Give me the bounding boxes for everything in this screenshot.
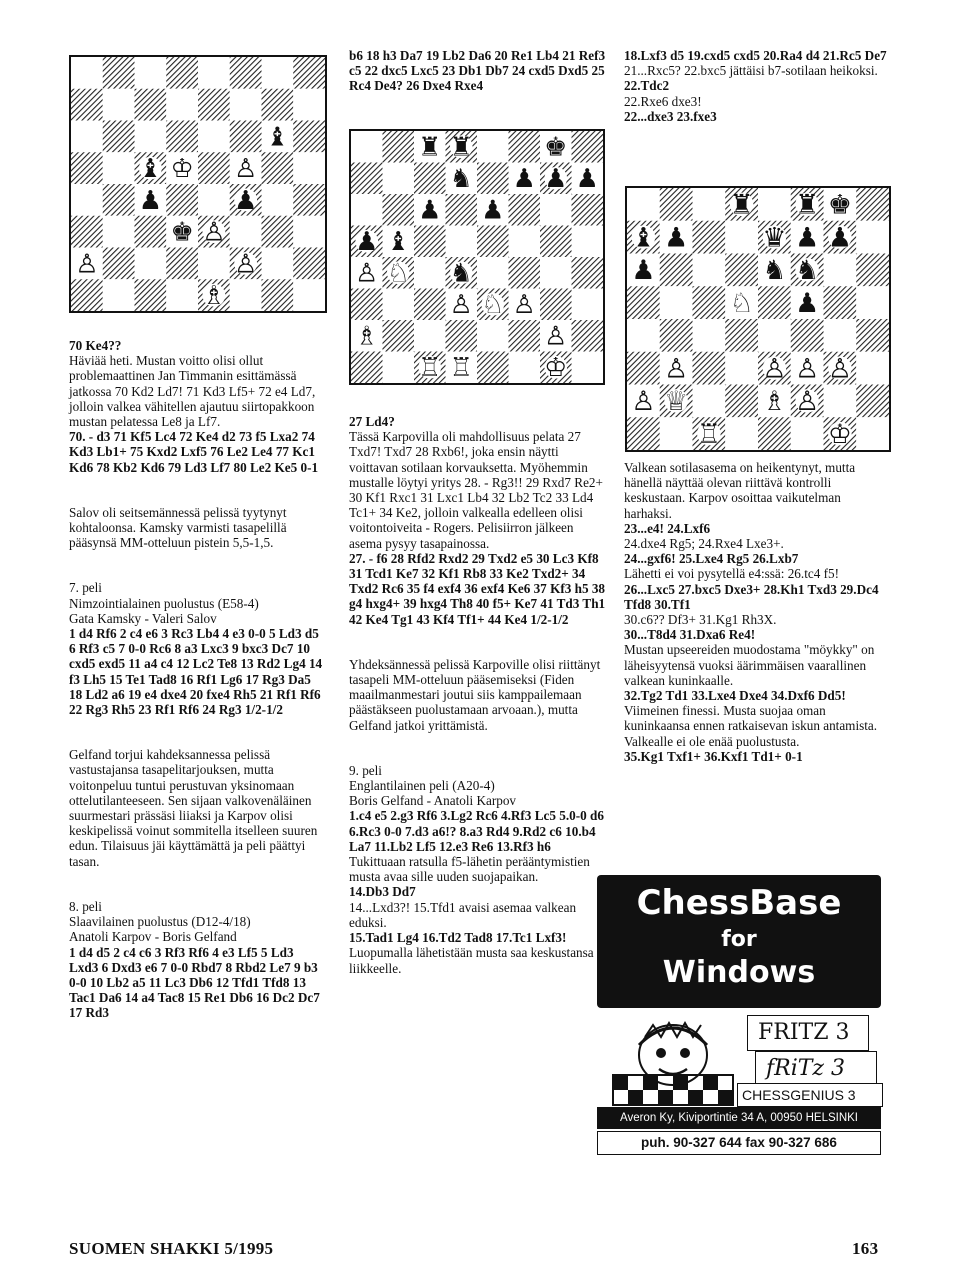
- dark-square: [509, 194, 541, 226]
- white-knight-icon: ♘: [729, 287, 754, 319]
- dark-square: [660, 188, 693, 221]
- dark-square: [572, 194, 604, 226]
- light-square: [198, 248, 230, 280]
- black-bishop-icon: ♝: [386, 227, 410, 258]
- light-square: [509, 226, 541, 258]
- product-card-1: [747, 1015, 869, 1051]
- light-square: [572, 226, 604, 258]
- dark-square: [262, 279, 294, 311]
- white-rook-icon: ♖: [418, 353, 442, 383]
- dark-square: [693, 286, 726, 319]
- white-bishop-icon: ♗: [355, 321, 379, 352]
- light-square: [293, 152, 325, 184]
- board2-svg: [351, 131, 603, 383]
- annotation: 14...Lxd3?! 15.Tfd1 avaisi asemaa valkean eduksi.: [349, 899, 577, 930]
- dark-square: [351, 163, 383, 195]
- ad-product: CHESSGENIUS 3: [742, 1087, 856, 1103]
- dark-square: [627, 286, 660, 319]
- move-text: 35.Kg1 Txf1+ 36.Kxf1 Td1+ 0-1: [624, 748, 803, 764]
- black-bishop-icon: ♝: [138, 154, 163, 185]
- dark-square: [572, 257, 604, 289]
- dark-square: [293, 184, 325, 216]
- white-rook-icon: ♖: [449, 353, 473, 383]
- chess-diagram-1: [69, 55, 327, 313]
- light-square: [103, 89, 135, 121]
- ad-product: fRiTz 3: [766, 1056, 845, 1081]
- dark-square: [791, 319, 824, 352]
- black-knight-icon: ♞: [795, 255, 820, 287]
- annotation: Viimeinen finessi. Musta suojaa oman kuninkaansa ennen ratkaisevan iskun antamista. Valkealle ei ole enää puolustusta.: [624, 703, 878, 749]
- board3-svg: [627, 188, 889, 450]
- light-square: [540, 194, 572, 226]
- chess-diagram-2: [349, 129, 605, 385]
- dark-square: [293, 57, 325, 89]
- dark-square: [824, 286, 857, 319]
- product-card-3: [737, 1083, 883, 1107]
- opening-name: Englantilainen peli (A20-4): [349, 778, 495, 794]
- dark-square: [627, 417, 660, 450]
- white-pawn-icon: ♙: [827, 353, 852, 385]
- white-bishop-icon: ♗: [202, 281, 226, 311]
- dark-square: [198, 152, 230, 184]
- dark-square: [71, 89, 103, 121]
- black-pawn-icon: ♟: [138, 185, 163, 216]
- dark-square: [71, 216, 103, 248]
- move-text: 15.Tad1 Lg4 16.Td2 Tad8 17.Tc1 Lxf3!: [349, 930, 567, 946]
- dark-square: [135, 279, 167, 311]
- move-text: 32.Tg2 Td1 33.Lxe4 Dxe4 34.Dxf6 Dd5!: [624, 688, 846, 704]
- move-text: 24...gxf6! 25.Lxe4 Rg5 26.Lxb7: [624, 551, 799, 567]
- black-pawn-icon: ♟: [664, 222, 689, 254]
- annotation: Luopumalla lähetistään musta saa keskustansa liikkeelle.: [349, 945, 594, 976]
- dark-square: [446, 320, 478, 352]
- chessbase-advertisement: [597, 875, 881, 1155]
- light-square: [198, 184, 230, 216]
- white-pawn-icon: ♙: [664, 353, 689, 385]
- black-bishop-icon: ♝: [631, 222, 656, 254]
- black-pawn-icon: ♟: [827, 222, 852, 254]
- game-moves: 1 d4 d5 2 c4 c6 3 Rf3 Rf6 4 e3 Lf5 5 Ld3 Lxd3 6 Dxd3 e6 7 0-0 Rbd7 8 Rbd2 Le7 9 b3 0-0 10 Lb2 a5 11 Lc3 Db6 12 Tfd1 Tfd8 13 Tac1 Da6 14 a4 Tac8 15 Re1 Db6 16 Dc2 Dc7 17 Rd3: [69, 944, 320, 1021]
- light-square: [572, 289, 604, 321]
- white-pawn-icon: ♙: [795, 386, 820, 418]
- light-square: [414, 320, 446, 352]
- light-square: [627, 319, 660, 352]
- dark-square: [262, 89, 294, 121]
- white-king-icon: ♔: [544, 353, 568, 383]
- annotation: 30.c6?? Df3+ 31.Kg1 Rh3X.: [624, 612, 777, 628]
- dark-square: [293, 248, 325, 280]
- annotation: Häviää heti. Mustan voitto olisi ollut problemaattinen Jan Timmanin esittämässä jatkossa 70 Kd2 Ld7! 71 Kd3 Lf5+ 72 e4 Ld7, jolloin valkea vähitellen ajautuu siirtopakkoon mustan pelatessa Le8 ja Lf7.: [69, 353, 316, 430]
- black-king-icon: ♚: [827, 189, 852, 221]
- white-pawn-icon: ♙: [795, 353, 820, 385]
- product-card-2: [755, 1051, 877, 1087]
- opening-name: Nimzointialainen puolustus (E58-4): [69, 595, 259, 611]
- dark-square: [414, 226, 446, 258]
- light-square: [262, 184, 294, 216]
- dark-square: [198, 89, 230, 121]
- light-square: [477, 257, 509, 289]
- light-square: [383, 352, 415, 384]
- players: Gata Kamsky - Valeri Salov: [69, 610, 217, 626]
- dark-square: [71, 152, 103, 184]
- light-square: [262, 57, 294, 89]
- dark-square: [660, 254, 693, 287]
- light-square: [351, 194, 383, 226]
- black-pawn-icon: ♟: [512, 164, 536, 195]
- white-pawn-icon: ♙: [355, 258, 379, 289]
- white-pawn-icon: ♙: [631, 386, 656, 418]
- dark-square: [293, 121, 325, 153]
- report-paragraph: Yhdeksännessä pelissä Karpoville olisi riittänyt tasapeli MM-otteluun pääsemiseksi (Fiden maailmanmestari joutui siis kamppailemaan päästäkseen puolustamaan arvoaan.), mutta Gelfand jatkoi yrittämistä.: [349, 656, 601, 733]
- ad-address: Averon Ky, Kiviportintie 34 A, 00950 HELSINKI: [597, 1107, 881, 1129]
- white-pawn-icon: ♙: [449, 290, 473, 321]
- light-square: [262, 248, 294, 280]
- dark-square: [446, 194, 478, 226]
- light-square: [824, 385, 857, 418]
- ad-brand: ChessBase: [636, 883, 842, 923]
- black-rook-icon: ♜: [418, 132, 442, 163]
- light-square: [198, 57, 230, 89]
- board1-svg: [71, 57, 325, 311]
- light-square: [791, 417, 824, 450]
- dark-square: [262, 152, 294, 184]
- light-square: [758, 319, 791, 352]
- dark-square: [856, 254, 889, 287]
- black-pawn-icon: ♟: [481, 195, 505, 226]
- dark-square: [262, 216, 294, 248]
- light-square: [660, 417, 693, 450]
- page-number: 163: [852, 1239, 879, 1258]
- light-square: [293, 279, 325, 311]
- dark-square: [135, 216, 167, 248]
- white-rook-icon: ♖: [696, 418, 721, 450]
- black-knight-icon: ♞: [762, 255, 787, 287]
- dark-square: [166, 248, 198, 280]
- move-text: 30...T8d4 31.Dxa6 Re4!: [624, 627, 756, 643]
- dark-square: [166, 184, 198, 216]
- dark-square: [660, 319, 693, 352]
- black-pawn-icon: ♟: [355, 227, 379, 258]
- dark-square: [383, 194, 415, 226]
- game-heading: 8. peli: [69, 898, 102, 914]
- game-heading: 9. peli: [349, 762, 382, 778]
- dark-square: [414, 163, 446, 195]
- dark-square: [477, 352, 509, 384]
- black-rook-icon: ♜: [795, 189, 820, 221]
- black-knight-icon: ♞: [449, 164, 473, 195]
- ad-phone: puh. 90-327 644 fax 90-327 686: [597, 1131, 881, 1155]
- black-pawn-icon: ♟: [233, 185, 258, 216]
- move-text: 22...dxe3 23.fxe3: [624, 108, 717, 124]
- white-pawn-icon: ♙: [233, 154, 258, 185]
- game-moves: 27. - f6 28 Rfd2 Rxd2 29 Txd2 e5 30 Lc3 Kf8 31 Tcd1 Ke7 32 Kf1 Rb8 33 Ke2 Txd2+ 34 Txd2 Rc6 35 f4 exf4 36 exf4 Ke6 37 Kf3 h5 38 g4 hxg4+ 39 hxg4 Th8 40 f5+ Ke7 41 Td3 Th1 42 Ke4 Tg1 43 Kf4 Tf1+ 44 Ke4 1/2-1/2: [349, 550, 606, 627]
- light-square: [824, 254, 857, 287]
- white-knight-icon: ♘: [481, 290, 505, 321]
- light-square: [693, 319, 726, 352]
- move-text: 22.Tdc2: [624, 78, 670, 94]
- dark-square: [572, 320, 604, 352]
- dark-square: [572, 131, 604, 163]
- game-heading: 7. peli: [69, 580, 102, 596]
- light-square: [477, 131, 509, 163]
- dark-square: [414, 289, 446, 321]
- dark-square: [540, 289, 572, 321]
- annotation: Tukittuaan ratsulla f5-lähetin perääntymistien musta avaa sille uuden suojapaikan.: [349, 854, 590, 885]
- dark-square: [230, 57, 262, 89]
- magazine-title: SUOMEN SHAKKI 5/1995: [69, 1239, 274, 1258]
- ad-for: for: [721, 927, 757, 952]
- annotation: Tässä Karpovilla oli mahdollisuus pelata 27 Txd7! Txd7 28 Rxb6!, joka ensin näytti voittavan sotilaan korvauksetta. Myöhemmin mustalle löytyi yritys 28. - Rg3!! 29 Rxd7 Re2+ 30 Kf1 Rxc1 31 Lxc1 Lb4 32 Lb2 Tc2 33 Ld4 Tc1+ 34 Ke2, jolloin valkealla edelleen olisi voitontoiveita - Rogers. Pelisiirron jälkeen asema pysyy tasapainossa.: [349, 429, 603, 551]
- light-square: [509, 352, 541, 384]
- light-square: [660, 286, 693, 319]
- white-pawn-icon: ♙: [544, 321, 568, 352]
- light-square: [230, 279, 262, 311]
- annotation: Mustan upseereiden muodostama "möykky" on läheisyytensä vuoksi äärimmäisen vaarallinen valkean kuninkaalle.: [624, 642, 875, 688]
- light-square: [135, 248, 167, 280]
- light-square: [693, 254, 726, 287]
- white-king-icon: ♔: [827, 418, 852, 450]
- black-king-icon: ♚: [544, 132, 568, 163]
- light-square: [572, 352, 604, 384]
- light-square: [103, 279, 135, 311]
- light-square: [856, 352, 889, 385]
- dark-square: [856, 188, 889, 221]
- black-knight-icon: ♞: [449, 258, 473, 289]
- light-square: [477, 320, 509, 352]
- white-pawn-icon: ♙: [233, 249, 258, 280]
- light-square: [414, 257, 446, 289]
- black-pawn-icon: ♟: [418, 195, 442, 226]
- game-moves: b6 18 h3 Da7 19 Lb2 Da6 20 Re1 Lb4 21 Ref3 c5 22 dxc5 Lxc5 23 Db1 Db7 24 cxd5 Dxd5 25 Rc4 De4? 26 Dxe4 Rxe4: [349, 48, 606, 94]
- white-knight-icon: ♘: [386, 258, 410, 289]
- dark-square: [725, 319, 758, 352]
- dark-square: [725, 254, 758, 287]
- black-bishop-icon: ♝: [265, 122, 290, 153]
- light-square: [383, 289, 415, 321]
- light-square: [856, 286, 889, 319]
- light-square: [230, 216, 262, 248]
- dark-square: [351, 289, 383, 321]
- ad-banner: [597, 875, 881, 1008]
- black-pawn-icon: ♟: [544, 164, 568, 195]
- light-square: [230, 89, 262, 121]
- move-text: 70 Ke4??: [69, 338, 122, 353]
- ad-windows: Windows: [662, 955, 816, 990]
- black-king-icon: ♚: [170, 217, 194, 248]
- dark-square: [383, 320, 415, 352]
- dark-square: [509, 257, 541, 289]
- light-square: [351, 131, 383, 163]
- annotation: 24.dxe4 Rg5; 24.Rxe4 Lxe3+.: [624, 536, 784, 552]
- dark-square: [71, 279, 103, 311]
- light-square: [293, 216, 325, 248]
- light-square: [71, 121, 103, 153]
- dark-square: [230, 121, 262, 153]
- light-square: [758, 188, 791, 221]
- cartoon-chess-mascot-icon: [603, 1015, 743, 1107]
- dark-square: [856, 385, 889, 418]
- annotation: Lähetti ei voi pysytellä e4:ssä: 26.tc4 f5!: [624, 566, 839, 582]
- dark-square: [509, 131, 541, 163]
- dark-square: [693, 221, 726, 254]
- white-king-icon: ♔: [170, 154, 194, 185]
- black-rook-icon: ♜: [449, 132, 473, 163]
- white-pawn-icon: ♙: [512, 290, 536, 321]
- annotation: Valkean sotilasasema on heikentynyt, mutta hänellä näyttää olevan riittävä kontrolli keskustaan. Karpov osoittaa vaikutelman harhaksi.: [624, 460, 856, 521]
- column-1: [69, 338, 325, 1021]
- light-square: [856, 221, 889, 254]
- light-square: [446, 226, 478, 258]
- dark-square: [758, 417, 791, 450]
- white-pawn-icon: ♙: [75, 249, 99, 280]
- dark-square: [758, 286, 791, 319]
- move-text: 18.Lxf3 d5 19.cxd5 cxd5 20.Ra4 d4 21.Rc5 De7: [624, 48, 887, 63]
- light-square: [71, 57, 103, 89]
- light-square: [725, 417, 758, 450]
- game-moves: 70. - d3 71 Kf5 Lc4 72 Ke4 d2 73 f5 Lxa2 74 Kd3 Lb1+ 75 Kxd2 Lxf5 76 Le2 Le4 77 Kc1 Kd6 78 Kb2 Kd6 79 Ld3 Lf7 80 Le2 Ke5 0-1: [69, 429, 319, 475]
- light-square: [725, 221, 758, 254]
- black-pawn-icon: ♟: [575, 164, 599, 195]
- light-square: [540, 257, 572, 289]
- annotation: 22.Rxe6 dxe3!: [624, 93, 702, 109]
- white-pawn-icon: ♙: [762, 353, 787, 385]
- move-text: 23...e4! 24.Lxf6: [624, 520, 711, 536]
- white-pawn-icon: ♙: [202, 217, 226, 248]
- dark-square: [135, 89, 167, 121]
- dark-square: [103, 121, 135, 153]
- black-pawn-icon: ♟: [631, 255, 656, 287]
- dark-square: [351, 352, 383, 384]
- annotation: 21...Rxc5? 22.bxc5 jättäisi b7-sotilaan heikoksi.: [624, 63, 878, 79]
- dark-square: [693, 352, 726, 385]
- ad-product: FRITZ 3: [758, 1020, 850, 1045]
- black-pawn-icon: ♟: [795, 287, 820, 319]
- players: Anatoli Karpov - Boris Gelfand: [69, 929, 237, 945]
- dark-square: [103, 184, 135, 216]
- light-square: [693, 385, 726, 418]
- report-paragraph: Gelfand torjui kahdeksannessa pelissä vastustajansa tasapelitarjouksen, mutta voitonpeluu tuntui perustuvan yksinomaan ottelutilanteeseen. Sen sijaan valkovenäläinen suurmestari prässäsi liiaksi ja Karpov olisi keskipelissä voinut sommitella itselleen suuren edun. Tilaisuus jäi käyttämättä ja peli päättyi tasan.: [69, 747, 318, 869]
- move-text: 26...Lxc5 27.bxc5 Dxe3+ 28.Kh1 Txd3 29.Dc4 Tfd8 30.Tf1: [624, 581, 879, 612]
- light-square: [166, 89, 198, 121]
- light-square: [135, 57, 167, 89]
- dark-square: [166, 57, 198, 89]
- light-square: [166, 279, 198, 311]
- dark-square: [725, 385, 758, 418]
- dark-square: [540, 226, 572, 258]
- black-queen-icon: ♛: [762, 222, 787, 254]
- dark-square: [383, 131, 415, 163]
- game-moves: 1 d4 Rf6 2 c4 e6 3 Rc3 Lb4 4 e3 0-0 5 Ld3 d5 6 Rf3 c5 7 0-0 Rc6 8 a3 Lxc3 9 bxc3 Dc7 10 cxd5 exd5 11 a4 c4 12 Lc2 Te8 13 Rd2 Lg4 14 f3 Lh5 15 Te1 Tad8 16 Rf1 Lg6 17 Rg3 Da5 18 Ld2 a6 19 e4 dxe4 20 fxe4 Rh5 21 Rf1 Rf6 22 Rg3 Rh5 23 Rf1 Rf6 24 Rg3 1/2-1/2: [69, 626, 323, 718]
- dark-square: [103, 57, 135, 89]
- move-text: 27 Ld4?: [349, 414, 395, 429]
- light-square: [627, 188, 660, 221]
- white-bishop-icon: ♗: [762, 386, 787, 418]
- report-paragraph: Salov oli seitsemännessä pelissä tyytynyt kohtaloonsa. Kamsky varmisti tasapelillä pääsynsä MM-otteluun pistein 5,5-1,5.: [69, 504, 287, 551]
- light-square: [198, 121, 230, 153]
- light-square: [103, 216, 135, 248]
- dark-square: [856, 319, 889, 352]
- light-square: [693, 188, 726, 221]
- dark-square: [477, 163, 509, 195]
- white-queen-icon: ♕: [664, 386, 689, 418]
- light-square: [103, 152, 135, 184]
- light-square: [824, 319, 857, 352]
- dark-square: [477, 226, 509, 258]
- black-rook-icon: ♜: [729, 189, 754, 221]
- light-square: [725, 352, 758, 385]
- move-text: 14.Db3 Dd7: [349, 884, 416, 900]
- chess-diagram-3: [625, 186, 891, 452]
- black-pawn-icon: ♟: [795, 222, 820, 254]
- dark-square: [627, 352, 660, 385]
- light-square: [135, 121, 167, 153]
- dark-square: [509, 320, 541, 352]
- game-moves: 1.c4 e5 2.g3 Rf6 3.Lg2 Rc6 4.Rf3 Lc5 5.0-0 d6 6.Rc3 0-0 7.d3 a6!? 8.a3 Rd4 9.Rd2 c6 10.b4 La7 11.Lb2 Lf5 12.e3 Re6 13.Rf3 h6: [349, 808, 604, 854]
- light-square: [856, 417, 889, 450]
- light-square: [293, 89, 325, 121]
- opening-name: Slaavilainen puolustus (D12-4/18): [69, 914, 251, 930]
- light-square: [71, 184, 103, 216]
- dark-square: [103, 248, 135, 280]
- dark-square: [166, 121, 198, 153]
- players: Boris Gelfand - Anatoli Karpov: [349, 793, 517, 809]
- light-square: [383, 163, 415, 195]
